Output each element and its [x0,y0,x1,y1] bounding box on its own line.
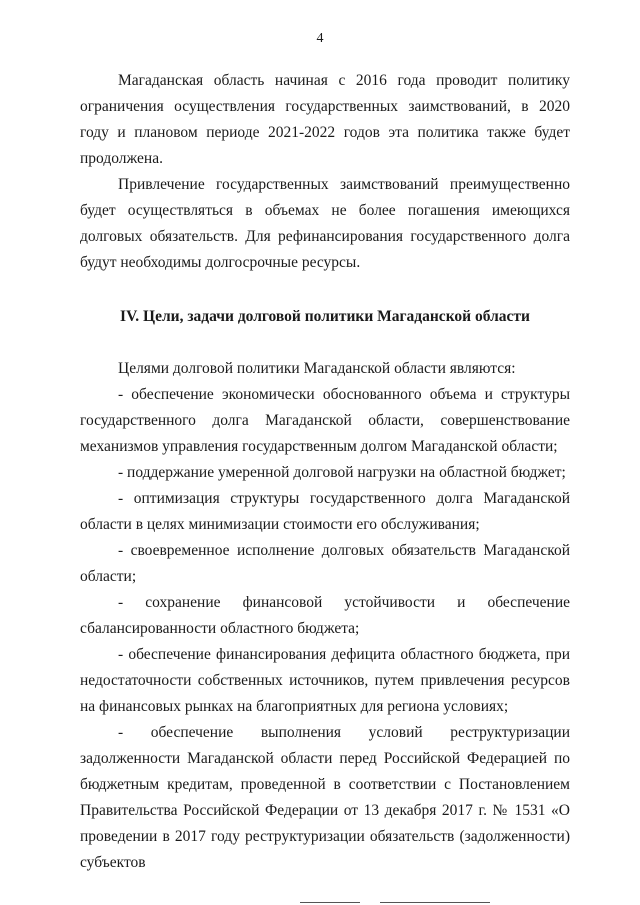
paragraph-goals-intro: Целями долговой политики Магаданской области являются: [118,360,516,377]
list-item-timely-execution: - своевременное исполнение долговых обязательств Магаданской области; [80,542,570,585]
bottom-rule-left [300,902,360,903]
list-item-moderate-load: - поддержание умеренной долговой нагрузки на областной бюджет; [118,464,566,481]
list-item-debt-structure: - обеспечение экономически обоснованного объема и структуры государственного долга Магаданской области, совершенствование механизмов управления государственным долгом Магаданской области; [80,386,570,455]
page-number: 4 [316,31,324,46]
document-body [80,68,570,876]
bottom-rule-right [380,902,490,903]
list-item-restructuring: - обеспечение выполнения условий реструктуризации задолженности Магаданской области перед Российской Федерацией по бюджетным кредитам, проведенной в соответствии с Постановлением Правительства Российской Федерации от 13 декабря 2017 г. № 1531 «О проведении в 2017 году реструктуризации обязательств (задолженности) субъектов [80,724,570,871]
list-item-optimization: - оптимизация структуры государственного долга Магаданской области в целях минимизации стоимости его обслуживания; [80,490,570,533]
list-item-deficit-financing: - обеспечение финансирования дефицита областного бюджета, при недостаточности собственных источников, путем привлечения ресурсов на финансовых рынках на благоприятных для региона условиях; [80,646,570,715]
list-item-stability: - сохранение финансовой устойчивости и обеспечение сбалансированности областного бюджета; [80,594,570,637]
paragraph-borrowing-policy: Магаданская область начиная с 2016 года проводит политику ограничения осуществления государственных заимствований, в 2020 году и плановом периоде 2021-2022 годов эта политика также будет продолжена. [80,72,570,167]
section-heading: IV. Цели, задачи долговой политики Магаданской области [120,308,530,325]
paragraph-borrowing-volumes: Привлечение государственных заимствований преимущественно будет осуществляться в объемах не более погашения имеющихся долговых обязательств. Для рефинансирования государственного долга будут необходимы долгосрочные ресурсы. [80,176,570,271]
